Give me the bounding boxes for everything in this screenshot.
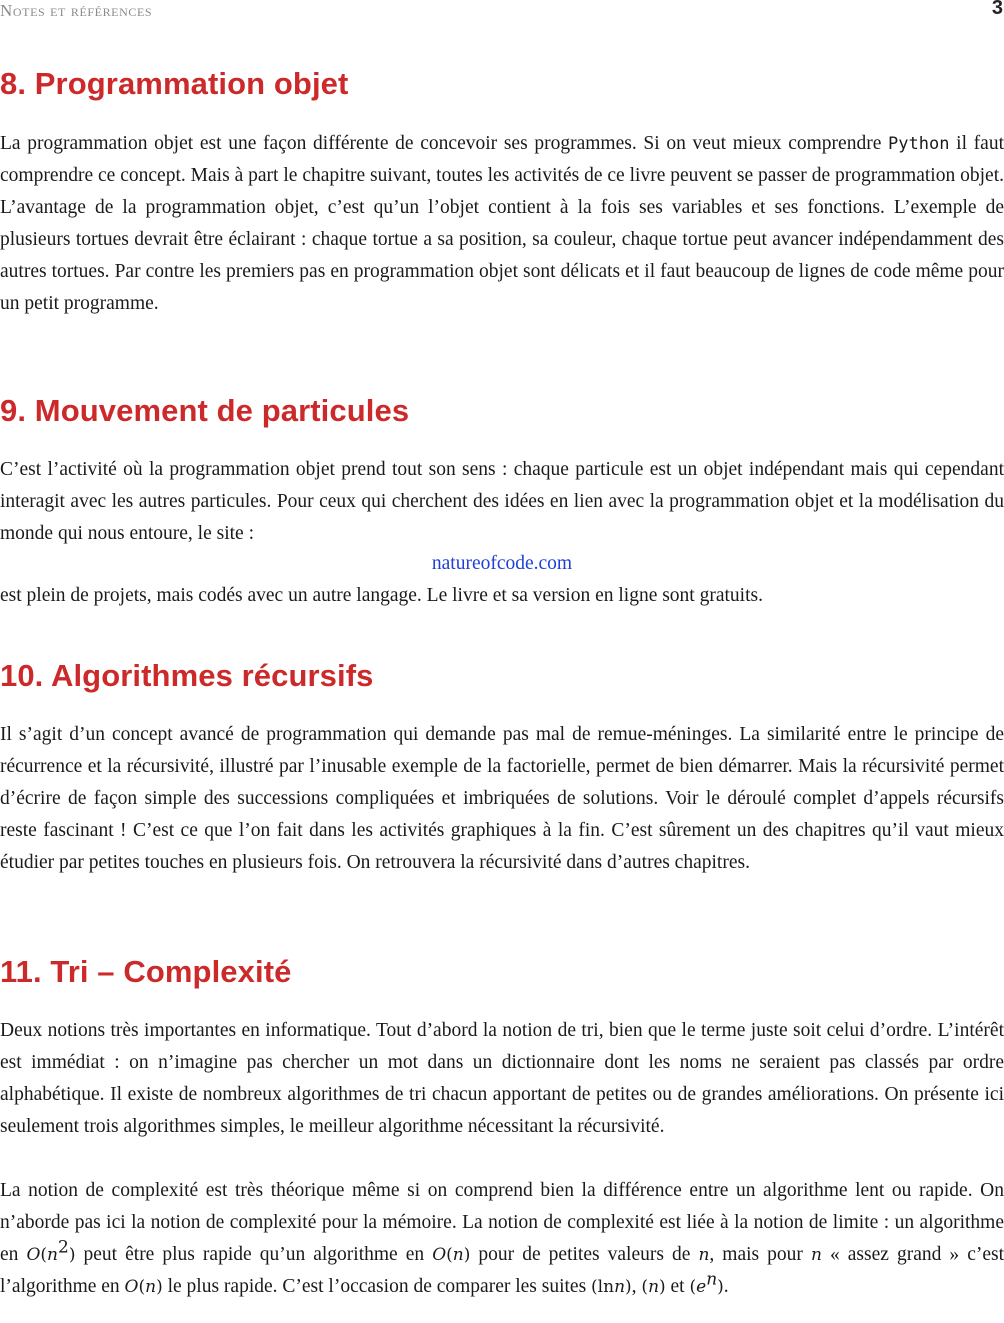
formula-ln-n: (lnn) (591, 1277, 632, 1297)
formula-o-n: O(n) (432, 1245, 471, 1265)
section-11-paragraph-2: La notion de complexité est très théorique même si on comprend bien la différence entre un algorithme lent ou rapide. On n’aborde pas ici la notion de complexité pour la mémoire. La notion de complexité est liée à la notion de limite : un algorithme en $O(n^2)$ peut être plus rapide qu’un algorithme en O(n) pour de petites valeurs de n, mais pour n « assez grand » c’est l’algorithme en O(n) le plus rapide. C’est l’occasion de comparer les suites (lnn), (n) et $(e^n)$. (0, 1180, 1004, 1297)
formula-n: n (810, 1245, 822, 1265)
formula-o-n-squared: $O(n^2)$ (26, 1237, 76, 1265)
section-title-8: 8. Programmation objet (0, 66, 349, 101)
page-number: 3 (991, 0, 1003, 19)
formula-o-n: O(n) (124, 1277, 163, 1297)
section-title-10: 10. Algorithmes récursifs (0, 658, 374, 693)
natureofcode-link[interactable]: natureofcode.com (431, 553, 573, 574)
section-8-paragraph: La programmation objet est une façon différente de concevoir ses programmes. Si on veut mieux comprendre Python il faut comprendre ce concept. Mais à part le chapitre suivant, toutes les activités de ce livre peuvent se passer de programmation objet. L’avantage de la programmation objet, c’est qu’un l’objet contient à la fois ses variables et ses fonctions. L’exemple de plusieurs tortues devrait être éclairant : chaque tortue a sa position, sa couleur, chaque tortue peut avancer indépendamment des autres tortues. Par contre les premiers pas en programmation objet sont délicats et il faut beaucoup de lignes de code même pour un petit programme. (0, 133, 1004, 314)
section-9-paragraph-1: C’est l’activité où la programmation objet prend tout son sens : chaque particule est un objet indépendant mais qui cependant interagit avec les autres particules. Pour ceux qui cherchent des idées en lien avec la programmation objet et la modélisation du monde qui nous entoure, le site : (0, 459, 1004, 544)
formula-exp-n: $(e^n)$ (689, 1269, 724, 1297)
formula-sequence-n: (n) (641, 1277, 666, 1297)
section-title-9: 9. Mouvement de particules (0, 393, 410, 428)
section-title-11: 11. Tri – Complexité (0, 954, 292, 989)
formula-n: n (698, 1245, 710, 1265)
page-header (0, 0, 1004, 24)
python-code-term: Python (888, 134, 950, 154)
section-9-paragraph-2: est plein de projets, mais codés avec un autre langage. Le livre et sa version en ligne sont gratuits. (0, 585, 763, 606)
running-head: Notes et références (0, 1, 153, 20)
section-11-paragraph-1: Deux notions très importantes en informatique. Tout d’abord la notion de tri, bien que le terme juste soit celui d’ordre. L’intérêt est immédiat : on n’imagine pas chercher un mot dans un dictionnaire dont les noms ne seraient pas classés par ordre alphabétique. Il existe de nombreux algorithmes de tri chacun apportant de petites ou de grandes améliorations. On présente ici seulement trois algorithmes simples, le meilleur algorithme nécessitant la récursivité. (0, 1020, 1004, 1137)
section-10-paragraph: Il s’agit d’un concept avancé de programmation qui demande pas mal de remue-méninges. La similarité entre le principe de récurrence et la récursivité, illustré par l’inusable exemple de la factorielle, permet de bien démarrer. Mais la récursivité permet d’écrire de façon simple des successions compliquées et imbriquées de solutions. Voir le déroulé complet d’appels récursifs reste fascinant ! C’est ce que l’on fait dans les activités graphiques à la fin. C’est sûrement un des chapitres qu’il vaut mieux étudier par petites touches en plusieurs fois. On retrouvera la récursivité dans d’autres chapitres. (0, 724, 1004, 873)
